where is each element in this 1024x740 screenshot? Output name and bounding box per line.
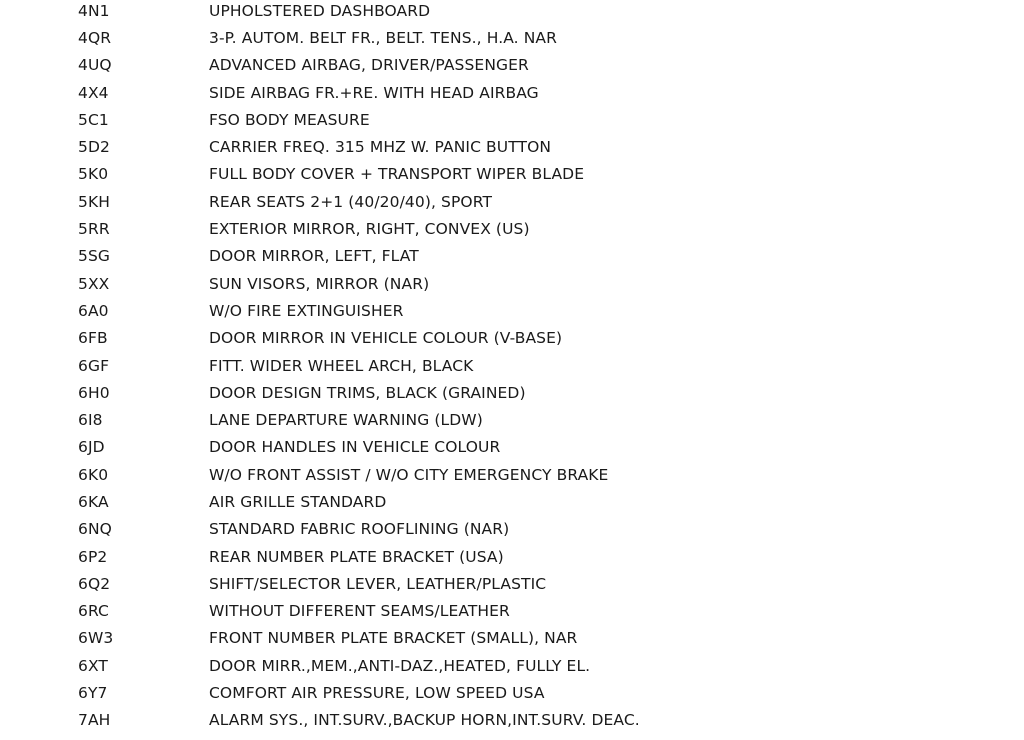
option-code: 5SG [78, 247, 111, 266]
option-code: 5RR [78, 220, 110, 239]
option-row [78, 379, 978, 406]
option-description: FITT. WIDER WHEEL ARCH, BLACK [209, 356, 474, 375]
option-row [78, 106, 978, 133]
option-description: SHIFT/SELECTOR LEVER, LEATHER/PLASTIC [209, 574, 547, 593]
option-row [78, 543, 978, 570]
option-code: 4N1 [78, 1, 110, 20]
option-description: FULL BODY COVER + TRANSPORT WIPER BLADE [209, 165, 585, 184]
option-row [78, 270, 978, 297]
option-row [78, 406, 978, 433]
option-code: 5KH [78, 192, 110, 211]
option-code: 6JD [78, 438, 105, 457]
option-description: WITHOUT DIFFERENT SEAMS/LEATHER [209, 602, 510, 621]
option-code: 5K0 [78, 165, 109, 184]
option-description: REAR NUMBER PLATE BRACKET (USA) [209, 547, 504, 566]
option-description: DOOR MIRROR IN VEHICLE COLOUR (V-BASE) [209, 329, 563, 348]
option-row [78, 679, 978, 706]
option-description: DOOR MIRROR, LEFT, FLAT [209, 247, 419, 266]
option-description: 3-P. AUTOM. BELT FR., BELT. TENS., H.A. NAR [209, 28, 557, 47]
option-row [78, 0, 978, 24]
option-code: 5XX [78, 274, 110, 293]
option-code: 5D2 [78, 138, 110, 157]
option-code: 6NQ [78, 520, 112, 539]
option-description: DOOR MIRR.,MEM.,ANTI-DAZ.,HEATED, FULLY EL. [209, 656, 591, 675]
option-description: ADVANCED AIRBAG, DRIVER/PASSENGER [209, 56, 529, 75]
option-description: FSO BODY MEASURE [209, 110, 370, 129]
option-code: 6K0 [78, 465, 109, 484]
option-row [78, 24, 978, 51]
option-description: STANDARD FABRIC ROOFLINING (NAR) [209, 520, 510, 539]
option-row [78, 352, 978, 379]
option-code: 6XT [78, 656, 108, 675]
option-description: COMFORT AIR PRESSURE, LOW SPEED USA [209, 684, 545, 703]
option-description: AIR GRILLE STANDARD [209, 492, 387, 511]
option-description: EXTERIOR MIRROR, RIGHT, CONVEX (US) [209, 220, 530, 239]
option-code: 6W3 [78, 629, 114, 648]
option-code: 6I8 [78, 411, 103, 430]
option-code: 7AH [78, 711, 111, 730]
option-description: UPHOLSTERED DASHBOARD [209, 1, 431, 20]
option-row [78, 707, 978, 734]
option-description: W/O FRONT ASSIST / W/O CITY EMERGENCY BRAKE [209, 465, 609, 484]
option-description: DOOR DESIGN TRIMS, BLACK (GRAINED) [209, 383, 526, 402]
option-code: 6GF [78, 356, 110, 375]
option-row [78, 79, 978, 106]
option-code: 5C1 [78, 110, 109, 129]
option-row [78, 161, 978, 188]
option-description: W/O FIRE EXTINGUISHER [209, 301, 404, 320]
option-row [78, 461, 978, 488]
option-description: SUN VISORS, MIRROR (NAR) [209, 274, 430, 293]
option-row [78, 215, 978, 242]
option-row [78, 297, 978, 324]
option-description: DOOR HANDLES IN VEHICLE COLOUR [209, 438, 501, 457]
option-row [78, 52, 978, 79]
option-row [78, 625, 978, 652]
option-row [78, 516, 978, 543]
option-row [78, 243, 978, 270]
option-code-list [78, 0, 978, 734]
option-code: 6FB [78, 329, 108, 348]
option-description: FRONT NUMBER PLATE BRACKET (SMALL), NAR [209, 629, 578, 648]
option-row [78, 188, 978, 215]
option-description: ALARM SYS., INT.SURV.,BACKUP HORN,INT.SURV. DEAC. [209, 711, 640, 730]
option-row [78, 488, 978, 515]
option-description: LANE DEPARTURE WARNING (LDW) [209, 411, 483, 430]
option-code: 6A0 [78, 301, 109, 320]
option-row [78, 434, 978, 461]
option-row [78, 325, 978, 352]
option-description: CARRIER FREQ. 315 MHZ W. PANIC BUTTON [209, 138, 552, 157]
option-code: 4UQ [78, 56, 112, 75]
option-description: REAR SEATS 2+1 (40/20/40), SPORT [209, 192, 493, 211]
option-row [78, 652, 978, 679]
option-code: 6P2 [78, 547, 108, 566]
option-code: 6KA [78, 492, 109, 511]
option-code: 6Q2 [78, 574, 111, 593]
option-code: 6Y7 [78, 684, 108, 703]
option-code: 4QR [78, 28, 112, 47]
option-row [78, 598, 978, 625]
option-row [78, 570, 978, 597]
option-code: 6H0 [78, 383, 110, 402]
option-description: SIDE AIRBAG FR.+RE. WITH HEAD AIRBAG [209, 83, 539, 102]
option-code: 6RC [78, 602, 109, 621]
option-code: 4X4 [78, 83, 109, 102]
option-row [78, 133, 978, 160]
